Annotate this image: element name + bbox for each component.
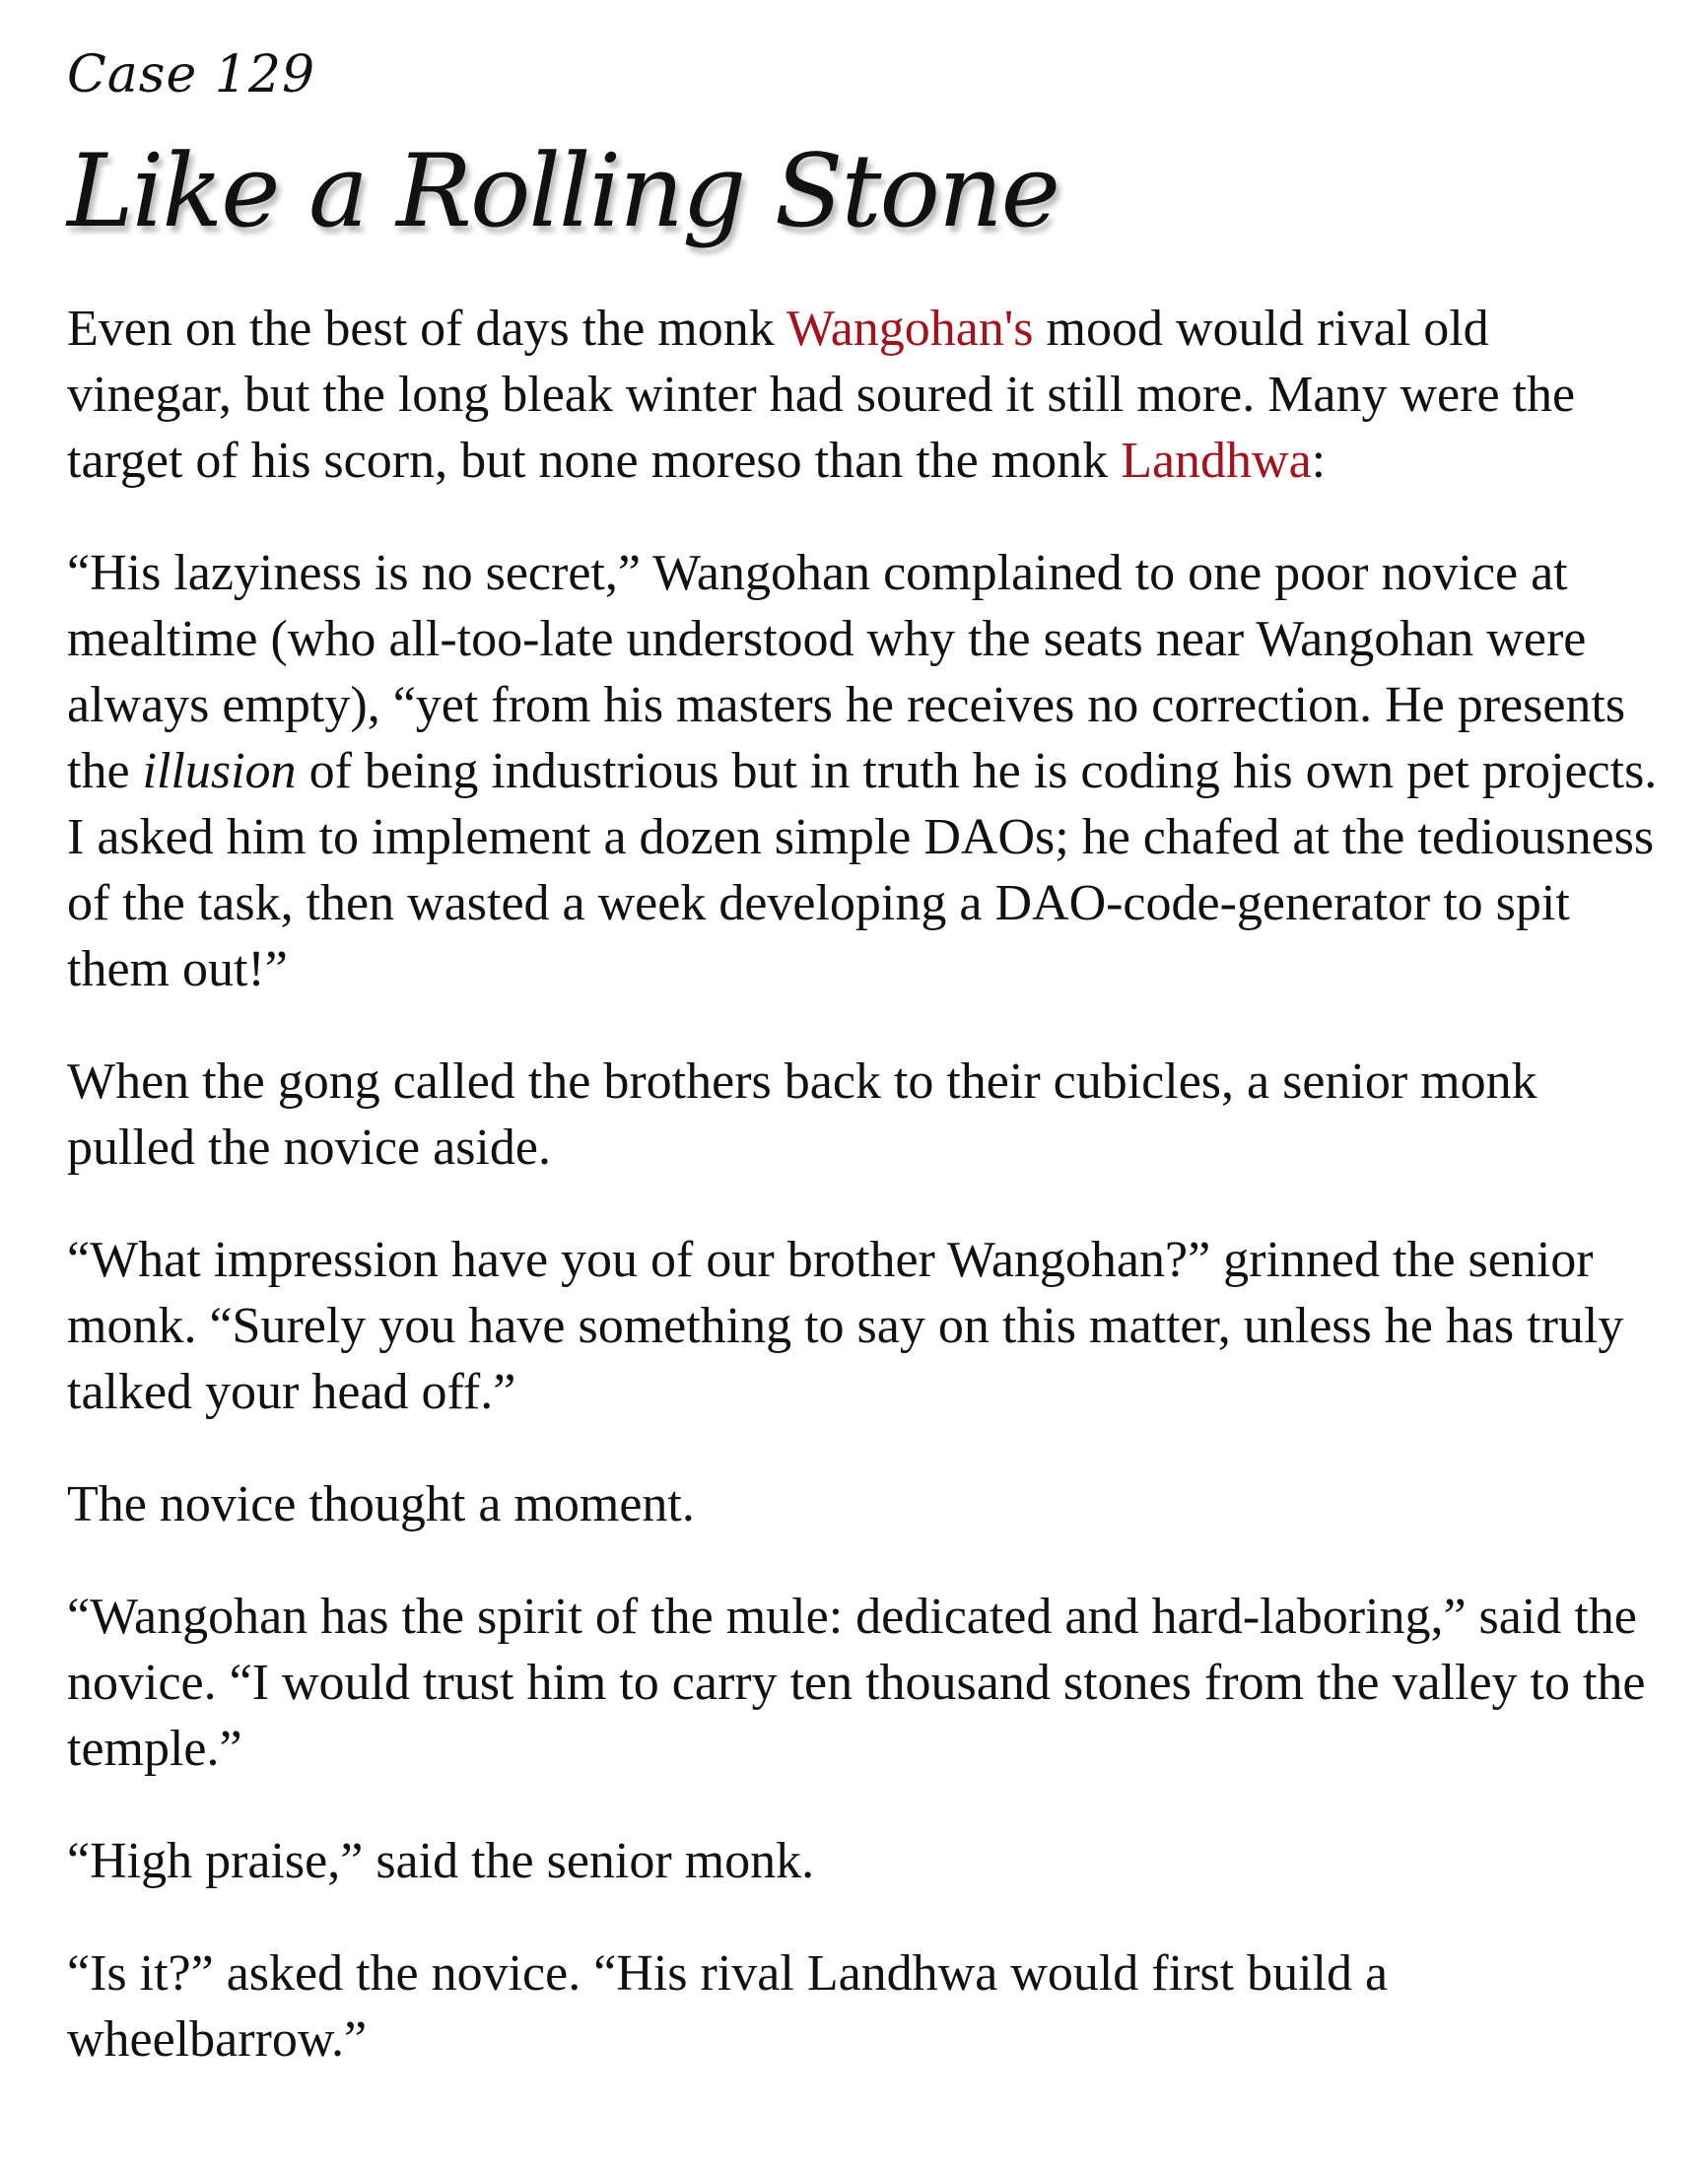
paragraph-5: The novice thought a moment. <box>67 1476 695 1532</box>
landhwa-link[interactable]: Landhwa <box>1121 433 1312 489</box>
article <box>67 39 1664 2119</box>
paragraph-8: “Is it?” asked the novice. “His rival Landhwa would first build a wheelbarrow.” <box>67 1945 1389 2068</box>
paragraph-1-text-a: Even on the best of days the monk <box>67 301 786 357</box>
story-body <box>67 296 1664 2073</box>
paragraph-1-text-c: : <box>1311 433 1327 489</box>
paragraph-2-text-b: of being industrious but in truth he is coding his own pet projects. I asked him to implement a dozen simple DAOs; he chafed at the tediousness of the task, then wasted a week developing a DAO-code-generator to spit them out!” <box>67 743 1658 997</box>
paragraph-2-text-a: “His lazyiness is no secret,” Wangohan complained to one poor novice at mealtime (who all-too-late understood why the seats near Wangohan were always empty), “yet from his masters he receives no correction. He presents the <box>67 545 1626 799</box>
paragraph-1 <box>67 296 1664 494</box>
emphasis-illusion: illusion <box>142 743 297 799</box>
paragraph-7: “High praise,” said the senior monk. <box>67 1833 815 1889</box>
paragraph-4: “What impression have you of our brother Wangohan?” grinned the senior monk. “Surely you have something to say on this matter, unless he has truly talked your head off.” <box>67 1232 1624 1420</box>
page-title: Like a Rolling Stone <box>67 133 1059 250</box>
paragraph-1-text-b: mood would rival old vinegar, but the long bleak winter had soured it still more. Many were the target of his scorn, but none moreso than the monk <box>67 301 1576 489</box>
paragraph-2 <box>67 540 1664 1002</box>
wangohan-link[interactable]: Wangohan's <box>786 301 1034 357</box>
paragraph-3: When the gong called the brothers back to their cubicles, a senior monk pulled the novice aside. <box>67 1054 1537 1176</box>
case-number: Case 129 <box>67 45 316 104</box>
paragraph-6: “Wangohan has the spirit of the mule: dedicated and hard-laboring,” said the novice. “I would trust him to carry ten thousand stones from the valley to the temple.” <box>67 1589 1646 1777</box>
